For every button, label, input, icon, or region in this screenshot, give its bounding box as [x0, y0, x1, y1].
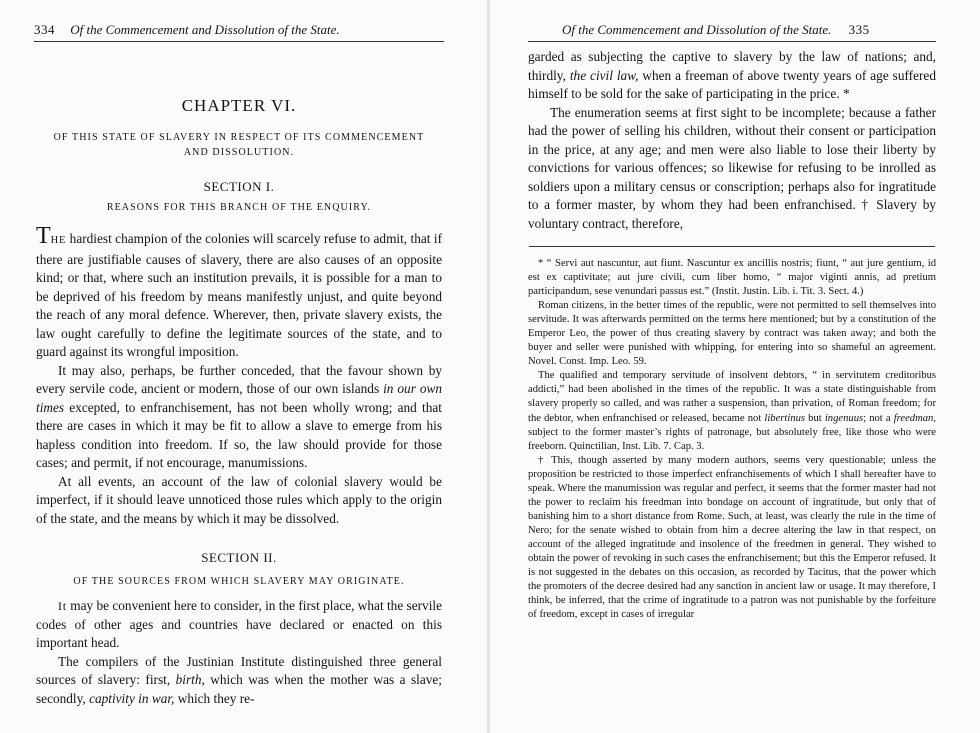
italic-run: in our own times	[36, 381, 442, 415]
left-text-column	[36, 96, 442, 708]
text-run: The compilers of the Justinian Institute distinguished three general sources of slavery: first,	[36, 653, 442, 687]
text-run: The qualified and temporary servitude of insolvent debtors, “ in servitutem creditoribus addicti,” had been abolished in the times of the republic. It was a state distinguishable from slavery properly so called, and was rather a suspension, than privation, of Roman freedom; for the debtor, when enfranchised or released, became not	[528, 370, 936, 424]
section-1-title: SECTION I.	[203, 179, 275, 194]
italic-run: libertinus	[764, 412, 806, 424]
right-head-rule	[528, 41, 936, 42]
text-run: garded as subjecting the captive to slavery by the law of nations; and, thirdly,	[528, 49, 936, 83]
section-1-body	[36, 223, 442, 528]
text-run: but	[805, 412, 825, 424]
text-run: It may also, perhaps, be further conceded, that the favour shown by every servile code, ancient or modern, those of our own islands	[36, 362, 442, 396]
drop-cap: T	[36, 223, 51, 249]
section-2-title: SECTION II.	[201, 550, 277, 565]
section-1-paragraph-1-text: hardiest champion of the colonies will scarcely refuse to admit, that if there are justifiable causes of slavery, there are also causes of an opposite kind; or that, where such an institution prevails, it is possible for a man to be deprived of his freedom by means manifestly unjust, and quite beyond the reach of any moral defence. Wherever, then, private slavery exists, the law ought carefully to define the legitimate sources of the state, and to guard against its wrongful imposition.	[36, 231, 442, 359]
text-run: ; not a	[863, 412, 894, 424]
chapter-subtitle	[36, 130, 442, 160]
left-head-rule	[34, 41, 444, 42]
section-2-subtitle: OF THE SOURCES FROM WHICH SLAVERY MAY ORIGINATE.	[73, 576, 405, 587]
right-page	[490, 0, 980, 733]
right-body	[528, 48, 936, 233]
text-run: excepted, to enfranchisement, has not been wholly wrong; and that there are cases in which it may be fit to allow a slave to emerge from his hapless condition into freedom. If so, the law should provide for those cases; and permit, if not encourage, manumissions.	[36, 399, 442, 470]
chapter-subtitle-line-2: AND DISSOLUTION.	[183, 147, 295, 158]
footnotes	[528, 257, 936, 622]
right-page-number: 335	[848, 22, 870, 37]
section-2-paragraph-1	[36, 597, 442, 653]
section-1-subtitle: REASONS FOR THIS BRANCH OF THE ENQUIRY.	[106, 202, 372, 213]
text-run: which was when the mother was a slave; secondly,	[36, 672, 442, 706]
small-caps-lead: HE	[50, 235, 67, 246]
footnote-rule	[529, 246, 935, 247]
text-run: may be convenient here to consider, in the first place, what the servile codes of other ages and countries have declared or enacted on this important head.	[36, 598, 442, 650]
section-1-paragraph-3: At all events, an account of the law of colonial slavery would be imperfect, if it should leave unnoticed those rules which apply to the origin of the state, and the means by which it may be dissolved.	[36, 473, 442, 526]
footnote-2: Roman citizens, in the better times of the republic, were not permitted to sell themselves into servitude. It was afterwards permitted on the terms here mentioned; but by a constitution of the Emperor Leo, the power of thus creating slavery by contract was taken away; and both the buyer and seller were punished with whipping, for entering into so shameful an agreement. Novel. Const. Imp. Leo. 59.	[528, 300, 936, 368]
right-running-head	[562, 22, 870, 38]
italic-run: freedman,	[893, 412, 936, 424]
chapter-title: CHAPTER VI.	[181, 96, 297, 115]
italic-run: captivity in war,	[89, 690, 175, 706]
italic-run: ingenuus	[824, 412, 864, 424]
section-1-paragraph-2	[36, 362, 442, 473]
right-running-head-title: Of the Commencement and Dissolution of the State.	[562, 22, 832, 37]
footnote-4: † This, though asserted by many modern authors, seems very questionable; unless the proposition be restricted to those imperfect enfranchisements of which I shall hereafter have to speak. Where the manumission was regular and perfect, it seems that the former master had not the power to reclaim his freedman into bondage on account of ingratitude, but only that of banishing him to a short distance from Rome. Such, at least, was clearly the rule in the time of Nero; for the senate wished to obtain from him a decree altering the law in that respect, on account of the alleged ingratitude and insolence of the freedmen in general. They wished to obtain the power of revoking in such cases the enfranchisement; but this the Emperor refused. It is not suggested in the debates on this occasion, as recorded by Tacitus, that the power which the promoters of the decree desired had any sanction in ancient law or usage. It may therefore, I think, be inferred, that the crime of ingratitude to a patron was not punishable by the forfeiture of freedom, except in cases of irregular	[528, 454, 936, 621]
italic-run: birth,	[175, 672, 205, 687]
italic-run: the civil law,	[569, 67, 639, 83]
text-run: subject to the former master’s rights of patronage, but absolutely free, like those who were freeborn. Quinctilian, Inst. Lib. 7. Cap. 3.	[528, 426, 936, 452]
footnote-1: * “ Servi aut nascuntur, aut fiunt. Nascuntur ex ancillis nostris; fiunt, “ aut jure gentium, id est ex captivitate; aut jure civili, cum liber homo, “ major viginti annis, ad pretium participandum, sese venundari passus est.” (Instit. Justin. Lib. i. Tit. 3. Sect. 4.)	[528, 258, 936, 298]
section-2-body	[36, 597, 442, 708]
left-page-number: 334	[34, 22, 55, 37]
text-run: which they re-	[174, 690, 255, 706]
small-caps-lead: It	[58, 599, 67, 613]
right-text-column	[528, 48, 936, 622]
right-paragraph-1	[528, 48, 936, 104]
left-running-head	[34, 22, 340, 38]
section-2-paragraph-2	[36, 653, 442, 709]
footnote-3	[528, 369, 936, 453]
chapter-subtitle-line-1: OF THIS STATE OF SLAVERY IN RESPECT OF ITS COMMENCEMENT	[53, 132, 425, 143]
section-1-paragraph-1	[36, 223, 442, 362]
left-running-head-title: Of the Commencement and Dissolution of the State.	[70, 22, 340, 37]
text-run: when a freeman of above twenty years of age suffered himself to be sold for the sake of participating in the price. *	[528, 67, 936, 101]
right-paragraph-2: The enumeration seems at first sight to be incomplete; because a father had the power of selling his children, without their consent or participation in the price, at any age; and men were also liable to lose their liberty by convictions for various offences; so likewise for refusing to be inrolled as soldiers upon a military census or conscription; perhaps also for ingratitude to a former master, by whom they had been enfranchised. † Slavery by voluntary contract, therefore,	[528, 104, 936, 231]
